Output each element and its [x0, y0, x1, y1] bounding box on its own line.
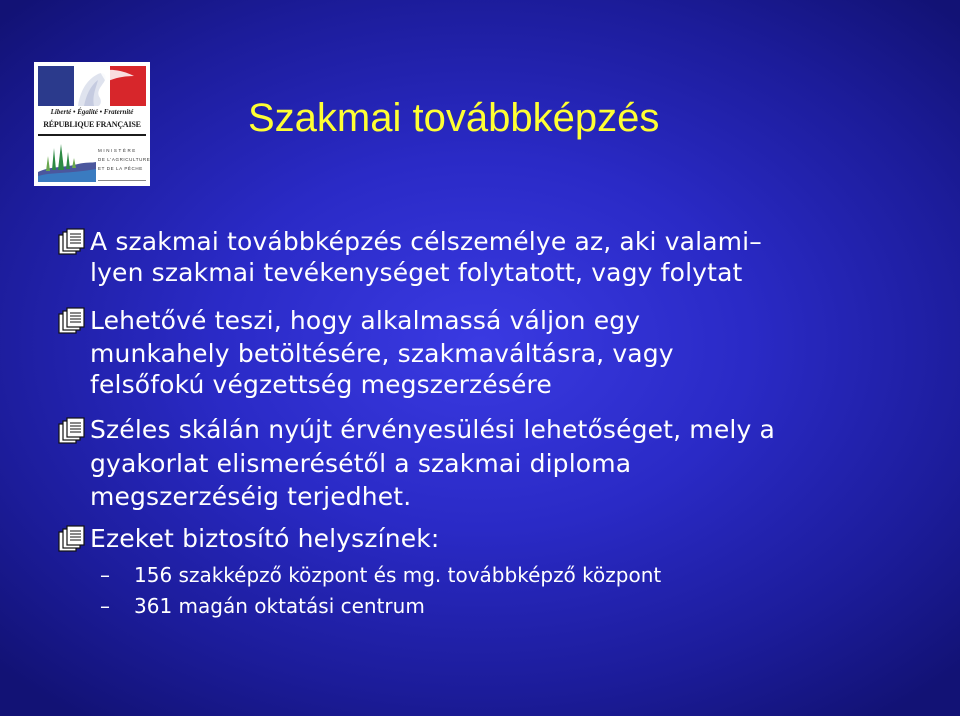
logo-ministere-line2: DE L'AGRICULTURE: [98, 157, 150, 162]
notepad-icon: [56, 228, 86, 256]
logo-ministere-line3: ET DE LA PÊCHE: [98, 166, 143, 171]
bullet-1-line-2: lyen szakmai tevékenységet folytatott, vagy folytat: [90, 258, 743, 287]
notepad-icon: [56, 525, 86, 553]
bullet-4-line-1: Ezeket biztosító helyszínek:: [90, 524, 440, 553]
notepad-icon: [56, 417, 86, 445]
logo-motto: Liberté • Égalité • Fraternité: [50, 108, 134, 116]
republique-francaise-ministry-logo: [34, 62, 150, 186]
logo-ministere-underline: [98, 180, 146, 181]
bullet-1-line-1: A szakmai továbbképzés célszemélye az, aki valami–: [90, 227, 762, 256]
bullet-3-line-2: gyakorlat elismerésétől a szakmai diploma: [90, 449, 632, 478]
sub-item-1-dash: –: [100, 563, 110, 587]
logo-republique: RÉPUBLIQUE FRANÇAISE: [43, 120, 141, 129]
logo-divider: [38, 134, 146, 136]
bullet-3-line-3: megszerzéséig terjedhet.: [90, 482, 412, 511]
bullet-2-line-3: felsőfokú végzettség megszerzésére: [90, 370, 552, 399]
bullet-2-line-2: munkahely betöltésére, szakmaváltásra, vagy: [90, 339, 674, 368]
notepad-icon: [56, 307, 86, 335]
sub-item-2-dash: –: [100, 594, 110, 618]
sub-item-1-text: 156 szakképző központ és mg. továbbképző központ: [134, 563, 662, 587]
marianne-flag-icon: [38, 66, 146, 106]
bullet-2-line-1: Lehetővé teszi, hogy alkalmassá váljon egy: [90, 306, 641, 335]
ministry-landscape-icon: [38, 142, 96, 182]
bullet-3-line-1: Széles skálán nyújt érvényesülési lehetőséget, mely a: [90, 415, 775, 444]
slide-title: Szakmai továbbképzés: [248, 96, 660, 140]
sub-item-2-text: 361 magán oktatási centrum: [134, 594, 425, 618]
logo-ministere-line1: MINISTÈRE: [98, 148, 137, 153]
